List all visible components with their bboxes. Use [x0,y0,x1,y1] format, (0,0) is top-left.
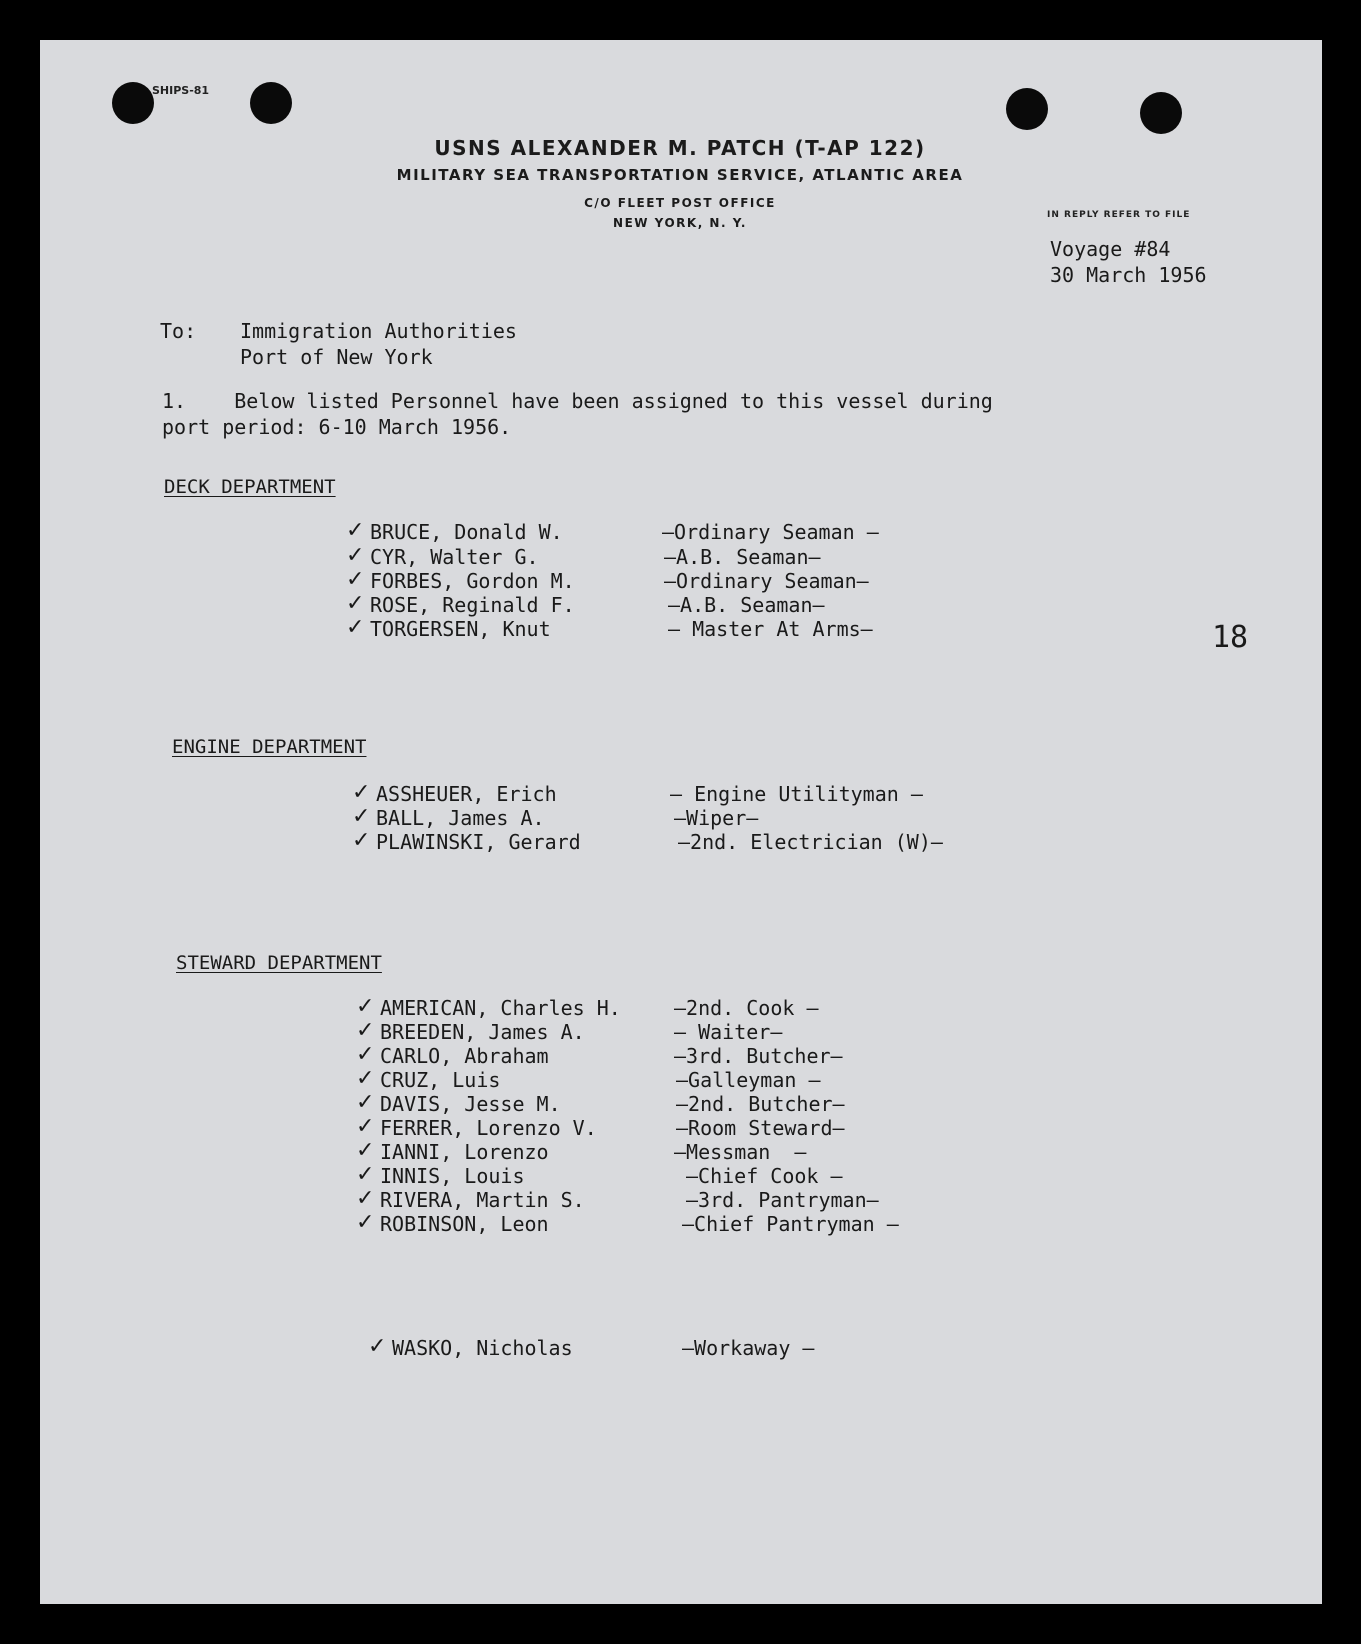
crew-rating: —Wiper— [674,806,759,830]
crew-rating: — Waiter— [674,1020,783,1044]
file-reference [1050,236,1207,288]
to-label: To: [160,319,197,343]
crew-row [346,518,1046,544]
crew-name: TORGERSEN, Knut [370,617,551,641]
paragraph-line: port period: 6-10 March 1956. [162,415,512,439]
check-mark-icon: ✓ [356,1066,375,1091]
service-name: MILITARY SEA TRANSPORTATION SERVICE, ATLANTIC AREA [396,166,964,184]
crew-name: RIVERA, Martin S. [380,1188,585,1212]
crew-rating: —3rd. Butcher— [674,1044,843,1068]
punch-hole [1006,88,1048,130]
crew-name: ROBINSON, Leon [380,1212,549,1236]
crew-rating: —Ordinary Seaman — [662,520,879,544]
punch-hole [112,82,154,124]
crew-name: CARLO, Abraham [380,1044,549,1068]
reply-label: IN REPLY REFER TO FILE [1047,210,1191,220]
crew-row [356,1042,1056,1068]
city: NEW YORK, N. Y. [613,216,747,230]
crew-rating: —A.B. Seaman— [668,593,825,617]
punch-hole [250,82,292,124]
crew-row [356,1186,1056,1212]
crew-row [356,1210,1056,1236]
crew-rating: —A.B. Seaman— [664,545,821,569]
crew-rating: —2nd. Butcher— [676,1092,845,1116]
check-mark-icon: ✓ [356,1162,375,1187]
crew-row [356,1090,1056,1116]
ship-name: USNS ALEXANDER M. PATCH (T-AP 122) [434,136,926,160]
crew-rating: —Messman — [674,1140,807,1164]
crew-name: PLAWINSKI, Gerard [376,830,581,854]
check-mark-icon: ✓ [356,1114,375,1139]
crew-rating: —Workaway — [682,1336,815,1360]
crew-name: IANNI, Lorenzo [380,1140,549,1164]
form-code: SHIPS-81 [152,84,210,97]
check-mark-icon: ✓ [356,994,375,1019]
punch-hole [1140,92,1182,134]
check-mark-icon: ✓ [346,615,365,640]
crew-name: FORBES, Gordon M. [370,569,575,593]
crew-rating: —Chief Cook — [686,1164,843,1188]
body-paragraph [162,388,993,440]
check-mark-icon: ✓ [356,1186,375,1211]
crew-name: ASSHEUER, Erich [376,782,557,806]
crew-rating: —Room Steward— [676,1116,845,1140]
check-mark-icon: ✓ [356,1042,375,1067]
crew-row [356,1066,1056,1092]
crew-name: BRUCE, Donald W. [370,520,563,544]
crew-row [346,543,1046,569]
crew-name: AMERICAN, Charles H. [380,996,621,1020]
check-mark-icon: ✓ [356,1090,375,1115]
check-mark-icon: ✓ [356,1210,375,1235]
crew-row [356,1138,1056,1164]
crew-row [346,615,1046,641]
crew-row [356,1114,1056,1140]
paragraph-line: 1. Below listed Personnel have been assigned to this vessel during [162,389,993,413]
crew-row [356,1018,1056,1044]
steward-department-heading: STEWARD DEPARTMENT [176,952,382,974]
crew-name: BALL, James A. [376,806,545,830]
crew-name: ROSE, Reginald F. [370,593,575,617]
addressee-line: Port of New York [240,345,433,369]
crew-rating: —2nd. Cook — [674,996,819,1020]
check-mark-icon: ✓ [368,1334,387,1359]
page-number: 18 [1212,620,1249,655]
voyage-number: Voyage #84 [1050,237,1171,261]
document-page [40,40,1322,1604]
crew-rating: — Engine Utilityman — [670,782,923,806]
check-mark-icon: ✓ [346,543,365,568]
crew-row [352,804,1052,830]
crew-rating: —3rd. Pantryman— [686,1188,879,1212]
check-mark-icon: ✓ [352,780,371,805]
check-mark-icon: ✓ [352,804,371,829]
crew-row [352,780,1052,806]
workaway-row [368,1334,1068,1360]
deck-department-heading: DECK DEPARTMENT [164,476,336,498]
post-office: C/O FLEET POST OFFICE [584,196,776,210]
crew-name: FERRER, Lorenzo V. [380,1116,597,1140]
crew-row [346,567,1046,593]
crew-name: CYR, Walter G. [370,545,539,569]
crew-row [356,994,1056,1020]
check-mark-icon: ✓ [352,828,371,853]
crew-rating: —Ordinary Seaman— [664,569,869,593]
crew-name: DAVIS, Jesse M. [380,1092,561,1116]
engine-department-heading: ENGINE DEPARTMENT [172,736,367,758]
check-mark-icon: ✓ [346,518,365,543]
check-mark-icon: ✓ [356,1018,375,1043]
crew-rating: —2nd. Electrician (W)— [678,830,943,854]
crew-name: BREEDEN, James A. [380,1020,585,1044]
check-mark-icon: ✓ [346,591,365,616]
crew-row [356,1162,1056,1188]
check-mark-icon: ✓ [346,567,365,592]
letter-date: 30 March 1956 [1050,263,1207,287]
crew-name: INNIS, Louis [380,1164,525,1188]
crew-name: WASKO, Nicholas [392,1336,573,1360]
check-mark-icon: ✓ [356,1138,375,1163]
crew-row [352,828,1052,854]
crew-rating: —Chief Pantryman — [682,1212,899,1236]
addressee-line: Immigration Authorities [240,319,517,343]
crew-name: CRUZ, Luis [380,1068,501,1092]
crew-rating: — Master At Arms— [668,617,873,641]
crew-row [346,591,1046,617]
crew-rating: —Galleyman — [676,1068,821,1092]
